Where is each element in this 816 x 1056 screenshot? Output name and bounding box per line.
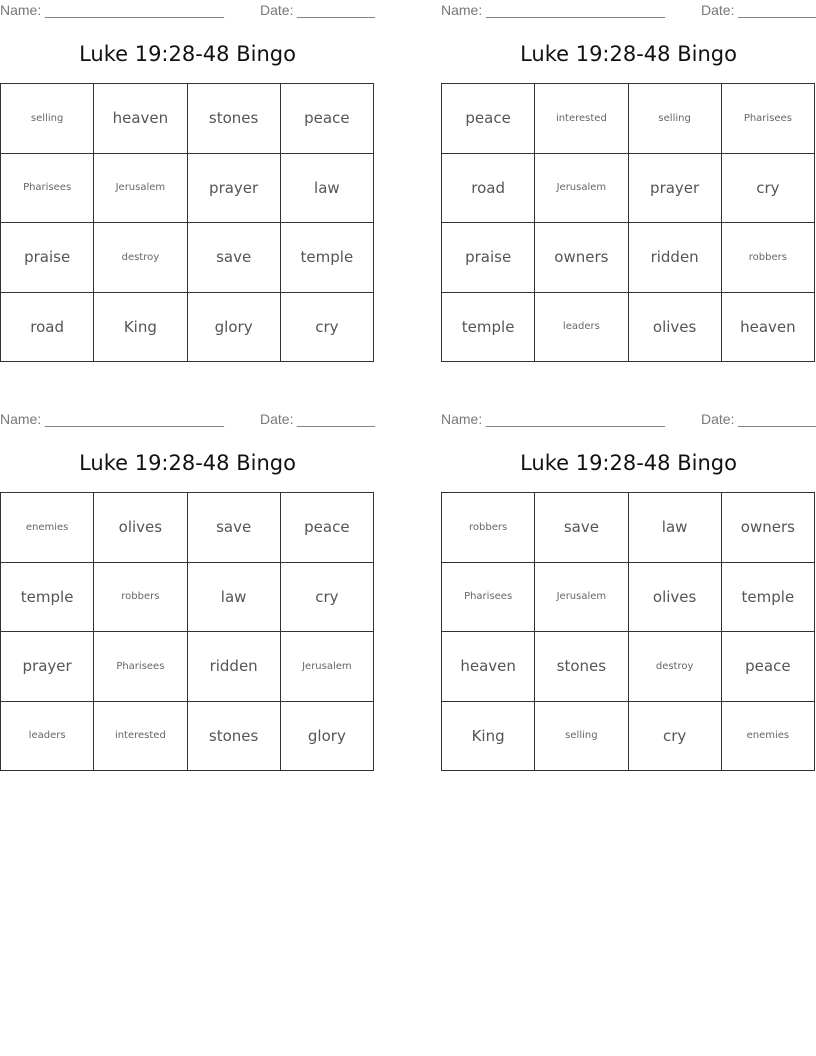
bingo-cell: interested [94, 702, 187, 772]
bingo-cell: road [1, 293, 94, 363]
name-label: Name: [0, 411, 42, 427]
bingo-cell: ridden [188, 632, 281, 702]
bingo-cell: glory [188, 293, 281, 363]
bingo-cell: destroy [629, 632, 722, 702]
bingo-grid [0, 492, 374, 771]
card-header [441, 2, 816, 20]
bingo-cell: selling [629, 84, 722, 154]
name-label: Name: [441, 2, 483, 18]
date-label: Date: [701, 2, 735, 18]
bingo-cell: selling [1, 84, 94, 154]
bingo-cell: heaven [442, 632, 535, 702]
bingo-cell: robbers [722, 223, 815, 293]
bingo-card-4 [441, 409, 816, 789]
bingo-cell: Jerusalem [94, 154, 187, 224]
bingo-cell: interested [535, 84, 628, 154]
name-field[interactable]: _______________________ [486, 2, 666, 18]
bingo-cell: prayer [1, 632, 94, 702]
bingo-cell: temple [442, 293, 535, 363]
bingo-cell: King [94, 293, 187, 363]
card-title: Luke 19:28-48 Bingo [520, 451, 737, 475]
bingo-cell: olives [94, 493, 187, 563]
bingo-cell: Jerusalem [281, 632, 374, 702]
bingo-cell: save [188, 493, 281, 563]
bingo-cell: leaders [1, 702, 94, 772]
card-header [0, 2, 375, 20]
bingo-cell: ridden [629, 223, 722, 293]
bingo-cell: cry [629, 702, 722, 772]
bingo-cell: temple [1, 563, 94, 633]
card-title: Luke 19:28-48 Bingo [520, 42, 737, 66]
bingo-cell: Pharisees [722, 84, 815, 154]
name-label: Name: [441, 411, 483, 427]
bingo-cell: owners [722, 493, 815, 563]
bingo-cell: heaven [94, 84, 187, 154]
bingo-cell: praise [1, 223, 94, 293]
name-label: Name: [0, 2, 42, 18]
bingo-cell: owners [535, 223, 628, 293]
bingo-cell: stones [535, 632, 628, 702]
bingo-cell: robbers [442, 493, 535, 563]
bingo-cell: save [535, 493, 628, 563]
bingo-cell: peace [442, 84, 535, 154]
bingo-cell: prayer [188, 154, 281, 224]
bingo-cell: King [442, 702, 535, 772]
date-label: Date: [260, 411, 294, 427]
date-label: Date: [701, 411, 735, 427]
bingo-cell: Pharisees [1, 154, 94, 224]
date-field[interactable]: __________ [738, 2, 816, 18]
card-title: Luke 19:28-48 Bingo [79, 451, 296, 475]
bingo-cell: robbers [94, 563, 187, 633]
bingo-cell: leaders [535, 293, 628, 363]
bingo-cell: road [442, 154, 535, 224]
bingo-cell: peace [722, 632, 815, 702]
card-header [441, 411, 816, 429]
bingo-cell: cry [722, 154, 815, 224]
bingo-cell: cry [281, 563, 374, 633]
bingo-grid [441, 492, 815, 771]
bingo-cell: heaven [722, 293, 815, 363]
bingo-cell: destroy [94, 223, 187, 293]
bingo-cell: cry [281, 293, 374, 363]
name-field[interactable]: _______________________ [45, 2, 225, 18]
card-title: Luke 19:28-48 Bingo [79, 42, 296, 66]
card-header [0, 411, 375, 429]
bingo-cell: Jerusalem [535, 563, 628, 633]
bingo-cell: praise [442, 223, 535, 293]
date-field[interactable]: __________ [297, 411, 375, 427]
name-field[interactable]: _______________________ [486, 411, 666, 427]
bingo-cell: stones [188, 702, 281, 772]
bingo-cell: law [629, 493, 722, 563]
bingo-cell: law [281, 154, 374, 224]
bingo-cell: peace [281, 493, 374, 563]
bingo-cell: prayer [629, 154, 722, 224]
bingo-cell: Jerusalem [535, 154, 628, 224]
bingo-cell: selling [535, 702, 628, 772]
bingo-cell: temple [722, 563, 815, 633]
bingo-cell: enemies [1, 493, 94, 563]
bingo-grid [441, 83, 815, 362]
bingo-grid [0, 83, 374, 362]
date-field[interactable]: __________ [738, 411, 816, 427]
bingo-cell: save [188, 223, 281, 293]
bingo-cell: olives [629, 293, 722, 363]
bingo-card-1 [0, 0, 375, 380]
bingo-cell: stones [188, 84, 281, 154]
date-field[interactable]: __________ [297, 2, 375, 18]
bingo-cell: temple [281, 223, 374, 293]
bingo-cell: Pharisees [442, 563, 535, 633]
bingo-cell: enemies [722, 702, 815, 772]
bingo-card-3 [0, 409, 375, 789]
bingo-cell: Pharisees [94, 632, 187, 702]
bingo-cell: peace [281, 84, 374, 154]
date-label: Date: [260, 2, 294, 18]
bingo-cell: law [188, 563, 281, 633]
bingo-card-2 [441, 0, 816, 380]
name-field[interactable]: _______________________ [45, 411, 225, 427]
bingo-cell: olives [629, 563, 722, 633]
bingo-cell: glory [281, 702, 374, 772]
